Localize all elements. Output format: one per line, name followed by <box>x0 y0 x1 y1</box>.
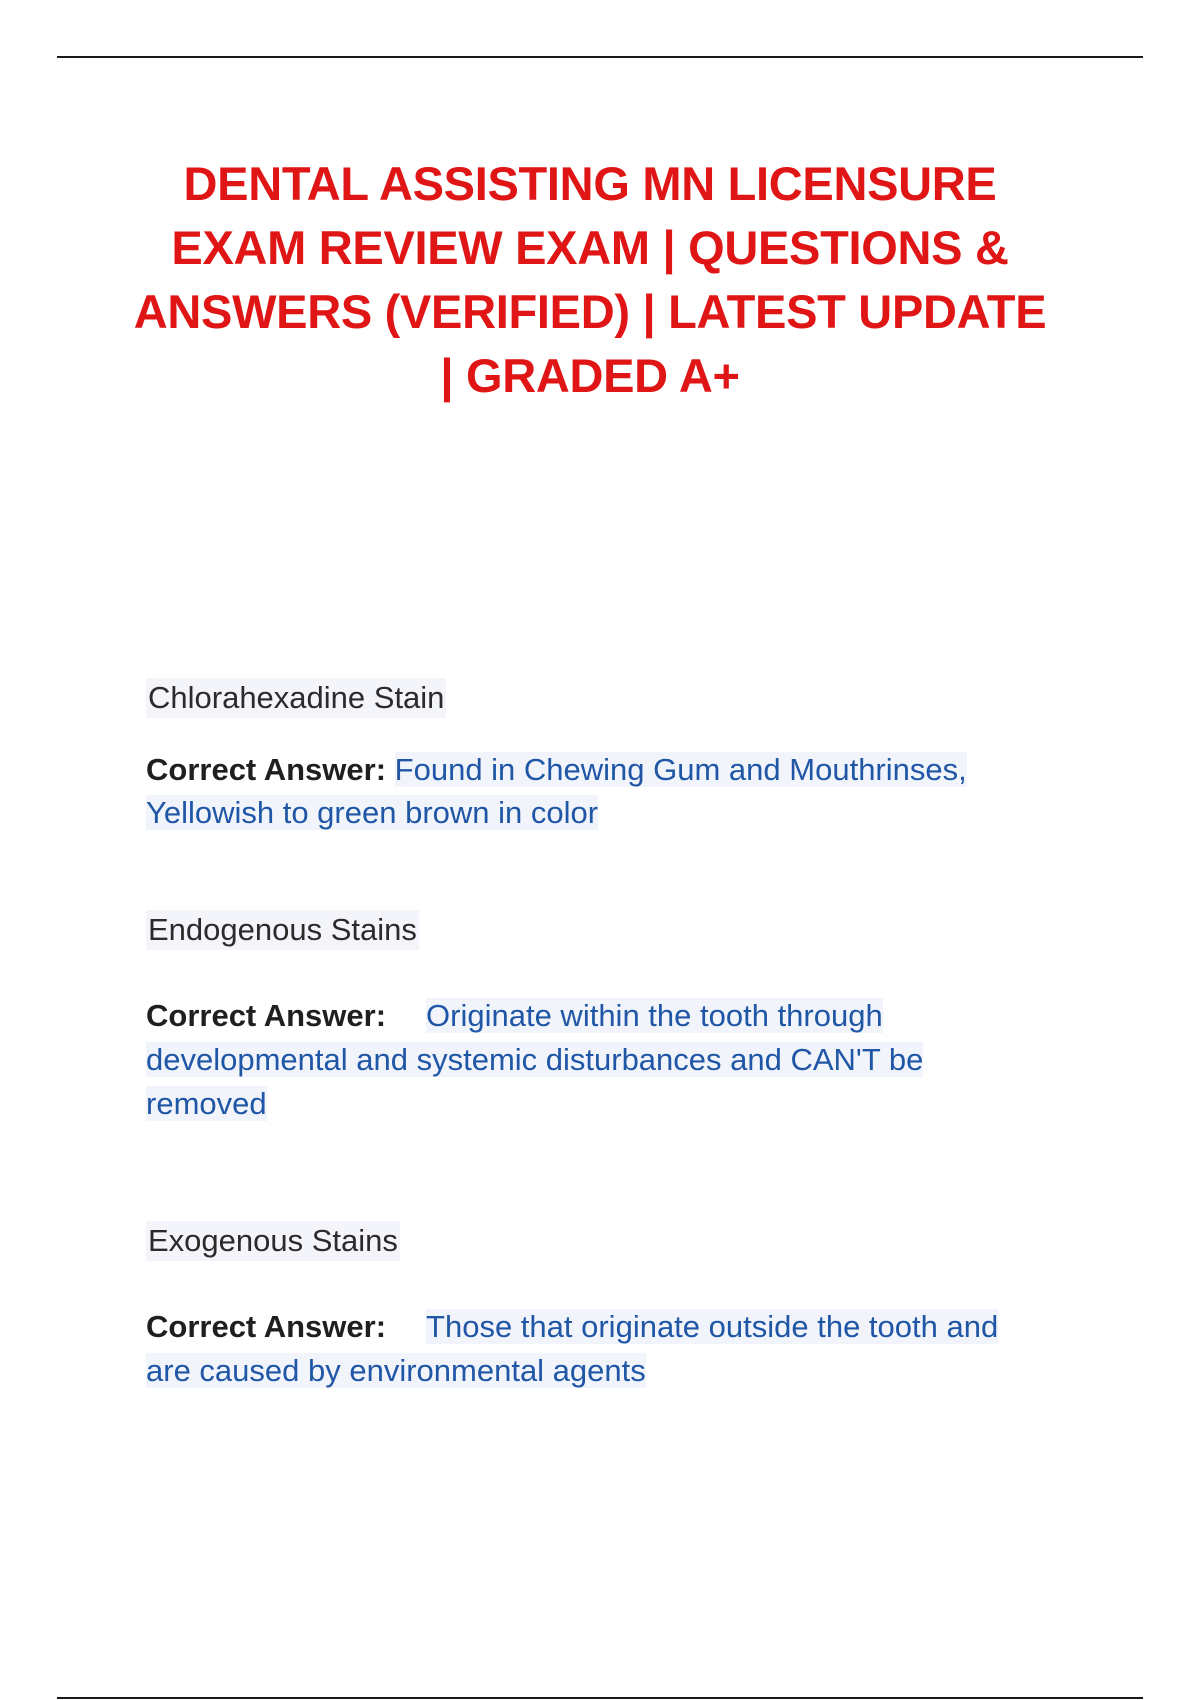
question-text: Chlorahexadine Stain <box>146 678 446 718</box>
answer-paragraph <box>146 748 1026 834</box>
qa-item <box>146 910 1026 1126</box>
answer-text: Originate within the tooth through developmental and systemic disturbances and CAN'T be removed <box>146 998 924 1121</box>
question-text: Endogenous Stains <box>146 910 419 950</box>
answer-paragraph <box>146 1305 1026 1393</box>
question-text: Exogenous Stains <box>146 1221 400 1261</box>
qa-item <box>146 1221 1026 1393</box>
qa-item <box>146 678 1026 834</box>
answer-paragraph <box>146 994 1026 1126</box>
bottom-rule <box>57 1697 1143 1699</box>
document-title: DENTAL ASSISTING MN LICENSURE EXAM REVIEW EXAM | QUESTIONS & ANSWERS (VERIFIED) | LATEST UPDATE | GRADED A+ <box>133 157 1047 402</box>
answer-text: Those that originate outside the tooth and are caused by environmental agents <box>146 1309 999 1388</box>
answer-label: Correct Answer: <box>146 752 387 787</box>
answer-text: Found in Chewing Gum and Mouthrinses, Yellowish to green brown in color <box>146 752 967 830</box>
answer-label: Correct Answer: <box>146 998 387 1033</box>
answer-label: Correct Answer: <box>146 1309 387 1344</box>
top-rule <box>57 56 1143 58</box>
